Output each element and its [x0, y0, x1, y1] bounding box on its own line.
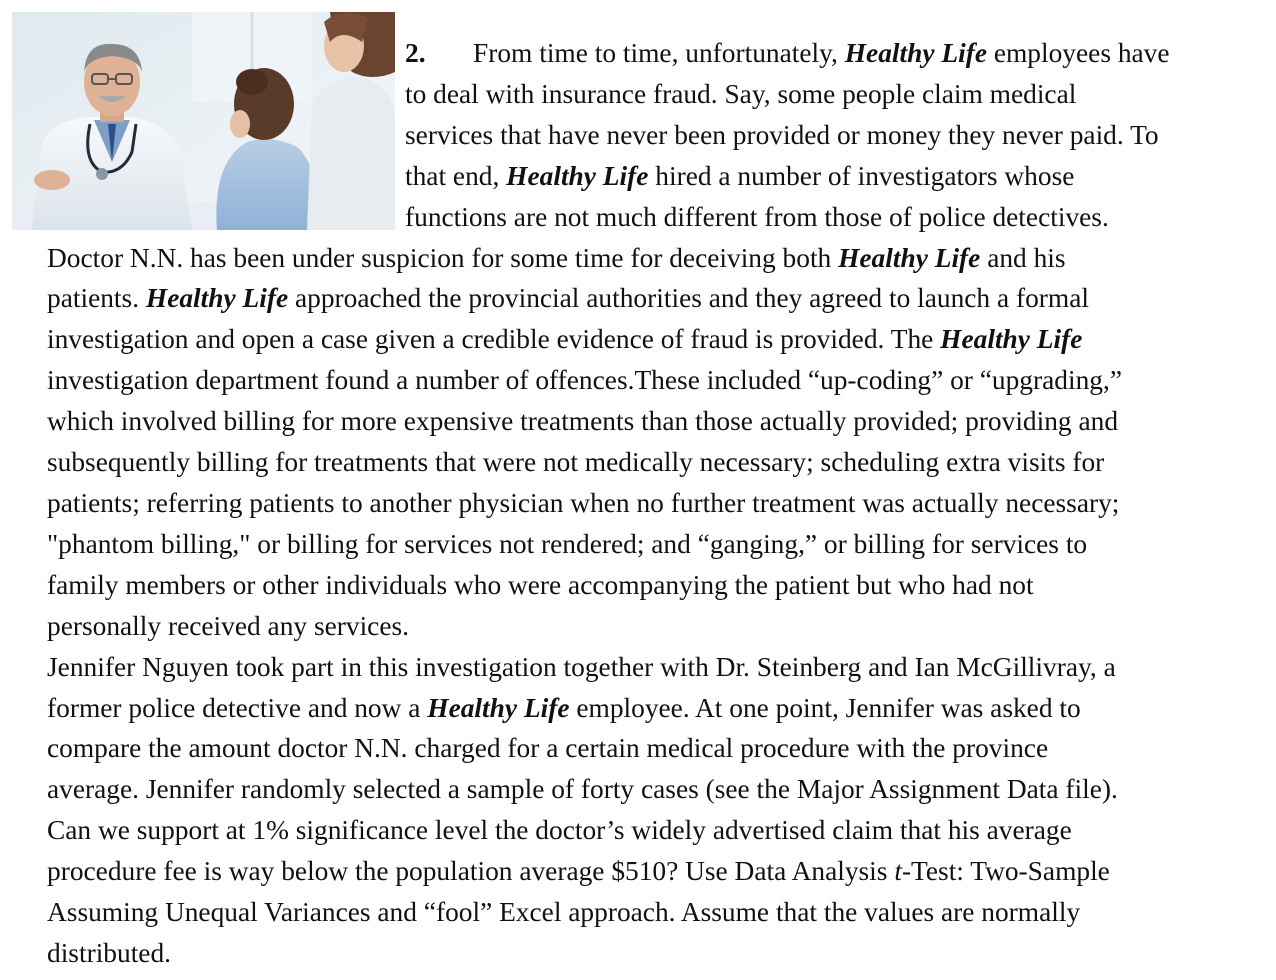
text-run: employee. At one point, Jennifer was asked to — [569, 692, 1081, 723]
text-line — [47, 156, 1267, 197]
text-line — [47, 769, 1267, 810]
text-run: services that have never been provided or money they never paid. To — [405, 119, 1159, 150]
text-run: Doctor N.N. has been under suspicion for some time for deceiving both — [47, 242, 839, 273]
text-run: From time to time, unfortunately, — [473, 38, 845, 68]
text-run: that end, — [405, 160, 507, 191]
text-run: approached the provincial authorities and they agreed to launch a formal — [288, 283, 1089, 314]
brand-name: Healthy Life — [940, 324, 1083, 355]
text-line — [47, 933, 1267, 974]
text-run: hired a number of investigators whose — [648, 160, 1075, 191]
text-line — [47, 524, 1267, 565]
text-run: family members or other individuals who were accompanying the patient but who had not — [47, 569, 1034, 600]
text-run: -Test: Two-Sample — [901, 856, 1110, 887]
text-line — [47, 442, 1267, 483]
brand-name: Healthy Life — [427, 692, 570, 723]
text-run: and his — [980, 242, 1066, 273]
text-run: patients; referring patients to another physician when no further treatment was actually necessary; — [47, 487, 1120, 518]
text-run: employees have — [987, 38, 1170, 68]
text-run: functions are not much different from those of police detectives. — [405, 201, 1109, 232]
text-run: personally received any services. — [47, 610, 410, 641]
text-run: procedure fee is way below the population average $510? Use Data Analysis — [47, 856, 895, 887]
text-run: former police detective and now a — [47, 692, 428, 723]
text-line — [47, 33, 1267, 74]
brand-name: Healthy Life — [506, 160, 649, 191]
text-line — [47, 115, 1267, 156]
text-line — [47, 197, 1267, 238]
text-line — [47, 278, 1267, 319]
text-run: patients. — [47, 283, 146, 314]
text-run: subsequently billing for treatments that were not medically necessary; scheduling extra visits for — [47, 447, 1105, 478]
text-run: investigation and open a case given a credible evidence of fraud is provided. The — [47, 324, 941, 355]
text-run: Jennifer Nguyen took part in this investigation together with Dr. Steinberg and Ian McGillivray, a — [47, 651, 1116, 682]
line-runs — [473, 38, 1170, 68]
text-run: compare the amount doctor N.N. charged for a certain medical procedure with the province — [47, 733, 1049, 764]
text-line — [47, 688, 1267, 729]
text-line — [47, 606, 1267, 647]
text-run: to deal with insurance fraud. Say, some people claim medical — [405, 78, 1077, 109]
text-run: Assuming Unequal Variances and “fool” Excel approach. Assume that the values are normally — [47, 897, 1081, 928]
brand-name: Healthy Life — [838, 242, 981, 273]
text-line — [47, 319, 1267, 360]
problem-text — [47, 33, 1267, 974]
text-run: investigation department found a number of offences.These included “up-coding” or “upgrading,” — [47, 365, 1122, 396]
text-run: distributed. — [47, 937, 172, 968]
text-line — [47, 851, 1267, 892]
text-line — [47, 360, 1267, 401]
text-run: which involved billing for more expensive treatments than those actually provided; providing and — [47, 406, 1119, 437]
text-run: average. Jennifer randomly selected a sample of forty cases (see the Major Assignment Data file). — [47, 774, 1118, 805]
text-line — [47, 810, 1267, 851]
text-line — [47, 401, 1267, 442]
brand-name: Healthy Life — [844, 38, 987, 68]
text-line — [47, 728, 1267, 769]
italic-term: t — [894, 856, 902, 887]
brand-name: Healthy Life — [145, 283, 289, 314]
text-line — [47, 483, 1267, 524]
text-run: "phantom billing," or billing for services not rendered; and “ganging,” or billing for services to — [47, 528, 1088, 559]
text-run: Can we support at 1% significance level the doctor’s widely advertised claim that his average — [47, 815, 1072, 846]
text-line — [47, 74, 1267, 115]
text-line — [47, 238, 1267, 279]
text-line — [47, 892, 1267, 933]
problem-number: 2. — [405, 38, 426, 68]
text-line — [47, 647, 1267, 688]
text-line — [47, 565, 1267, 606]
